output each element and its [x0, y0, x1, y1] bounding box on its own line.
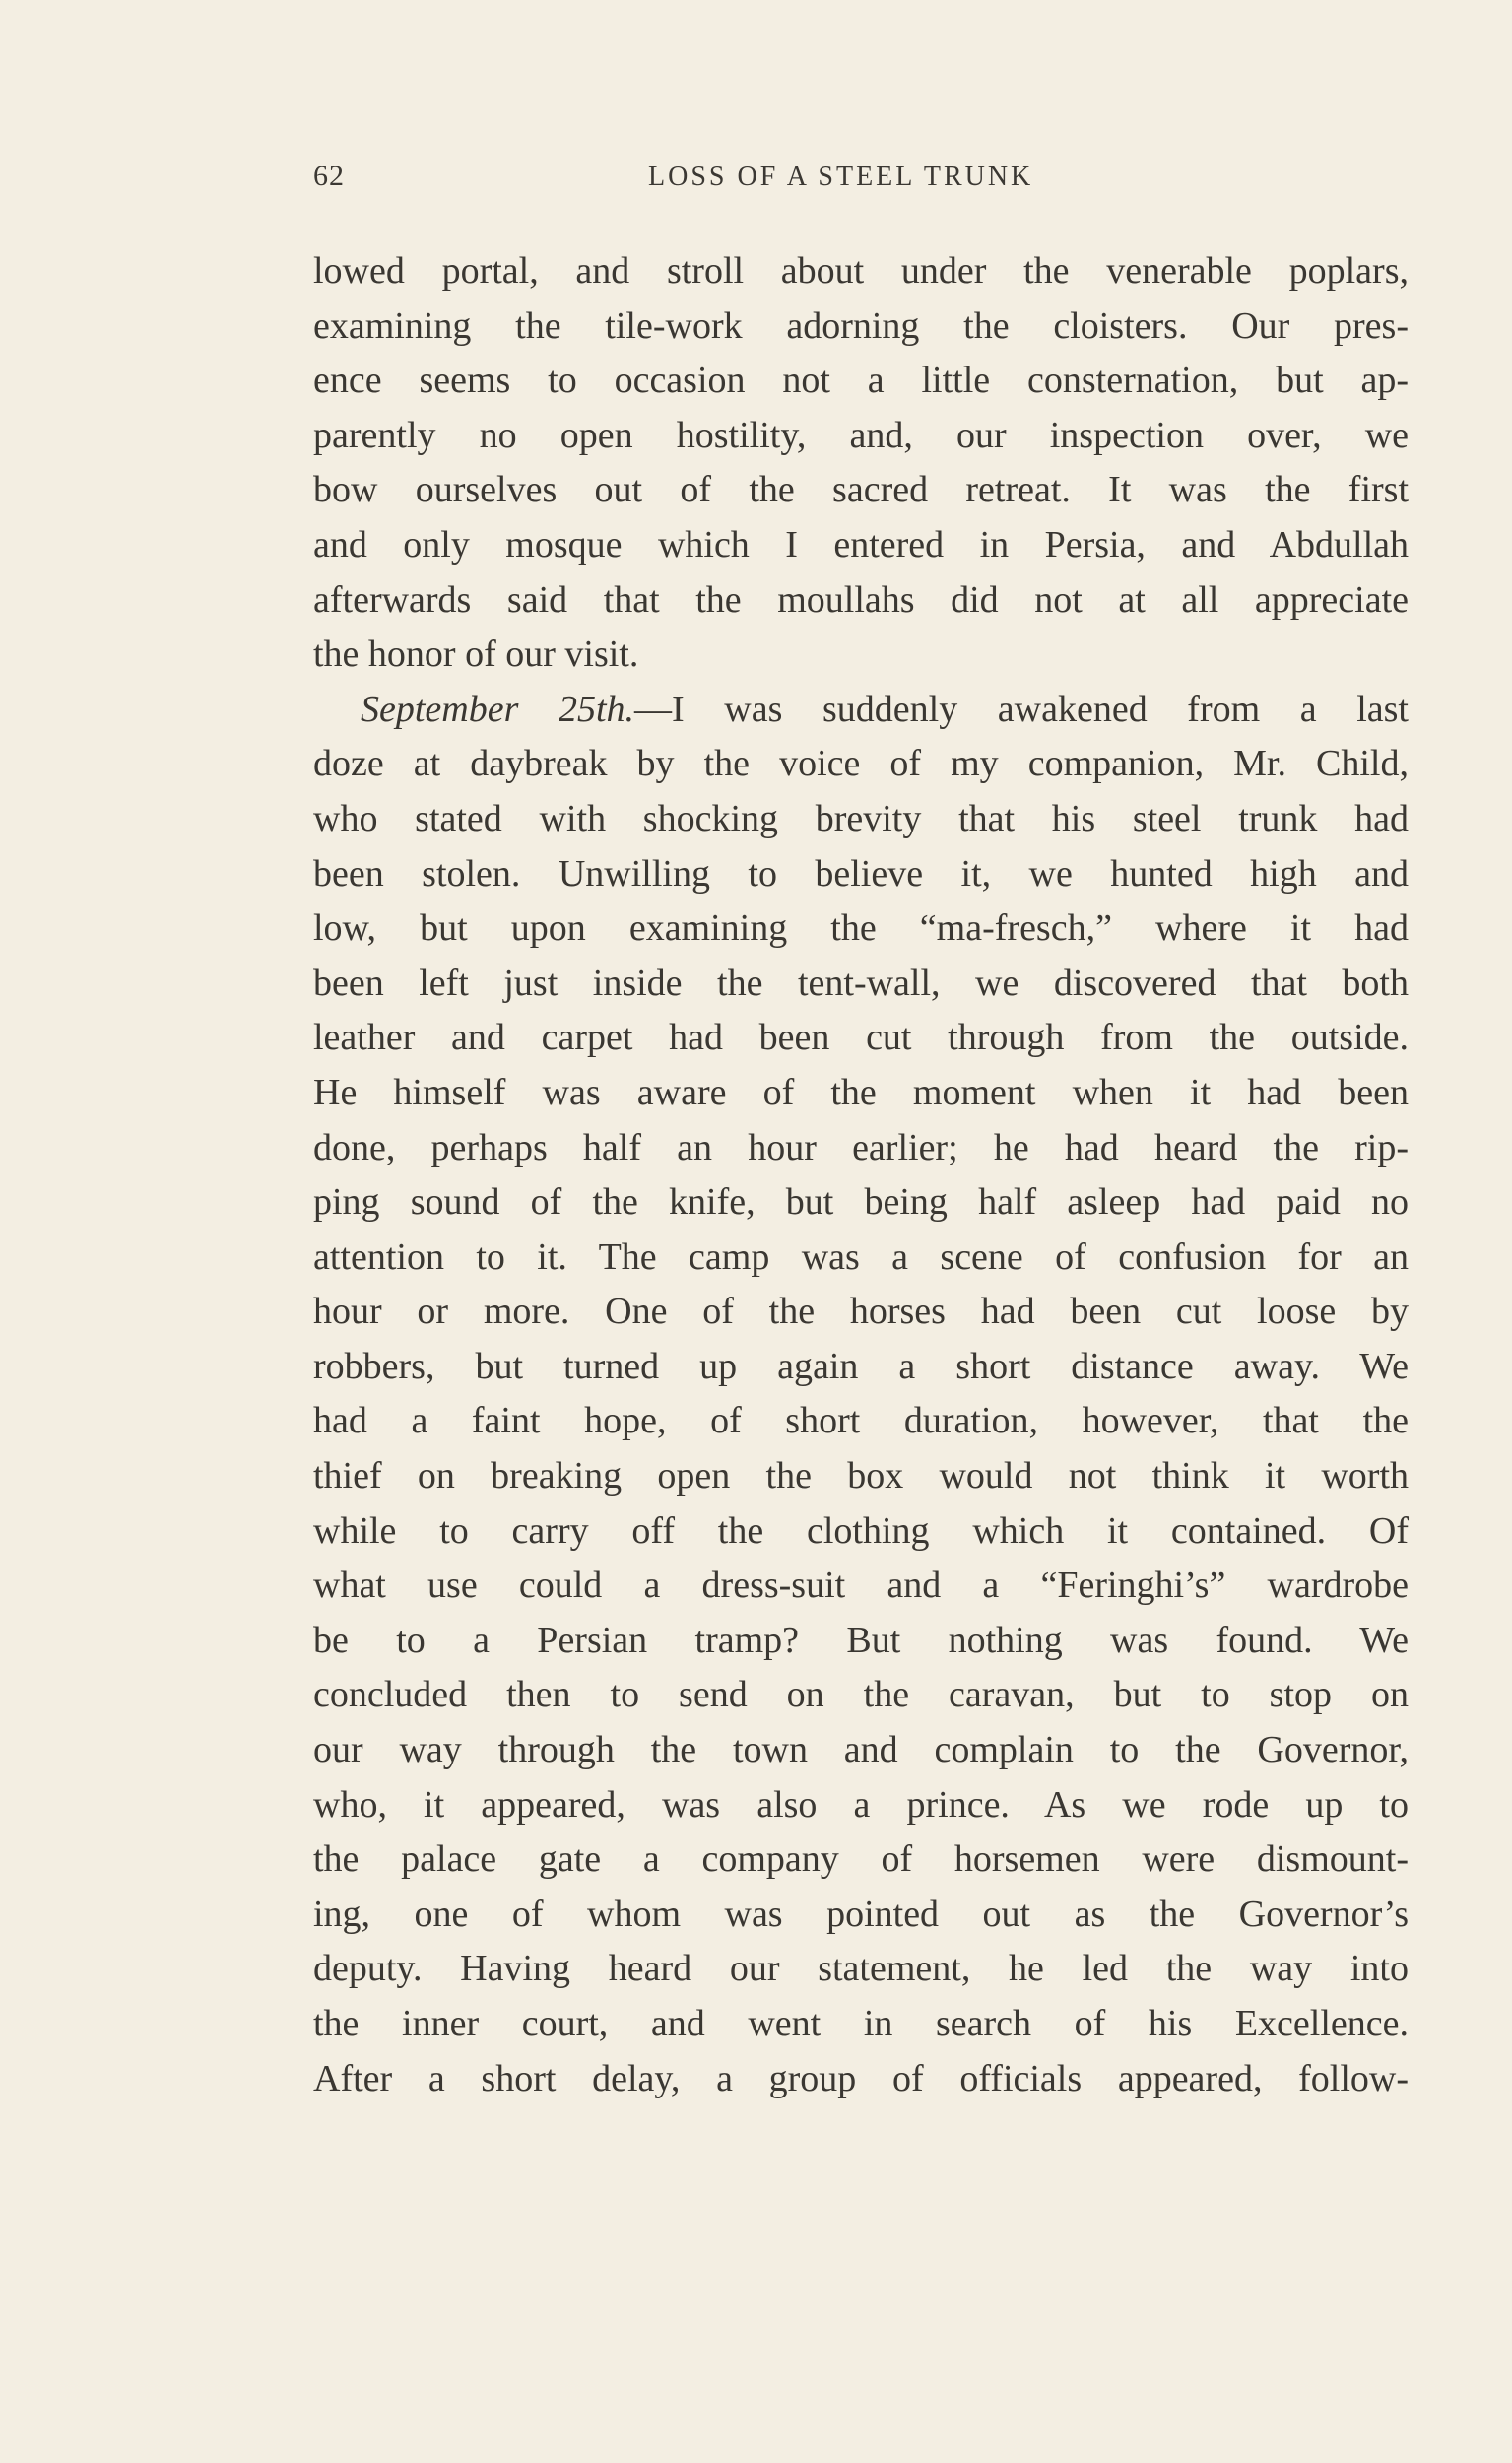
paragraph-1 — [313, 244, 1409, 683]
text-line: who stated with shocking brevity that his steel trunk had — [313, 797, 1409, 839]
text-span: —I was suddenly awakened from a last — [634, 688, 1409, 730]
text-line: robbers, but turned up again a short distance away. We — [313, 1345, 1409, 1387]
text-line: had a faint hope, of short duration, however, that the — [313, 1400, 1409, 1442]
text-line: He himself was aware of the moment when it had been — [313, 1071, 1409, 1113]
text-line: concluded then to send on the caravan, but to stop on — [313, 1674, 1409, 1716]
page-header — [313, 160, 1409, 199]
text-line: who, it appeared, was also a prince. As we rode up to — [313, 1783, 1409, 1826]
text-line: and only mosque which I entered in Persia, and Abdullah — [313, 523, 1409, 566]
text-line: thief on breaking open the box would not think it worth — [313, 1455, 1409, 1498]
text-line: afterwards said that the moullahs did not at all appreciate — [313, 578, 1409, 621]
date-heading: September 25th. — [361, 688, 635, 730]
text-line: while to carry off the clothing which it contained. Of — [313, 1509, 1409, 1552]
text-line: ing, one of whom was pointed out as the Governor’s — [313, 1893, 1409, 1935]
text-line: deputy. Having heard our statement, he led the way into — [313, 1948, 1409, 1990]
text-line: what use could a dress-suit and a “Feringhi’s” wardrobe — [313, 1564, 1409, 1607]
text-line: the inner court, and went in search of his Excellence. — [313, 2003, 1409, 2044]
text-line: leather and carpet had been cut through from the outside. — [313, 1017, 1409, 1059]
paragraph-2 — [313, 683, 1409, 2106]
text-line: low, but upon examining the “ma-fresch,” where it had — [313, 907, 1409, 950]
text-line: been stolen. Unwilling to believe it, we hunted high and — [313, 852, 1409, 895]
text-line: examining the tile-work adorning the cloisters. Our pres- — [313, 304, 1409, 347]
text-line: ping sound of the knife, but being half asleep had paid no — [313, 1181, 1409, 1224]
text-line: bow ourselves out of the sacred retreat. It was the first — [313, 469, 1409, 511]
text-line: done, perhaps half an hour earlier; he had heard the rip- — [313, 1126, 1409, 1168]
running-head: LOSS OF A STEEL TRUNK — [648, 162, 1034, 192]
text-line: parently no open hostility, and, our inspection over, we — [313, 414, 1409, 456]
text-line: doze at daybreak by the voice of my companion, Mr. Child, — [313, 743, 1409, 785]
body-text — [313, 244, 1409, 2106]
text-line: the honor of our visit. — [313, 633, 639, 676]
text-line: attention to it. The camp was a scene of confusion for an — [313, 1235, 1409, 1278]
text-line: lowed portal, and stroll about under the venerable poplars, — [313, 250, 1409, 292]
text-line: be to a Persian tramp? But nothing was found. We — [313, 1619, 1409, 1661]
text-line — [313, 683, 1409, 738]
text-line: After a short delay, a group of officials appeared, follow- — [313, 2057, 1409, 2099]
page-number: 62 — [313, 160, 345, 192]
text-line: ence seems to occasion not a little consternation, but ap- — [313, 360, 1409, 402]
text-line: been left just inside the tent-wall, we discovered that both — [313, 962, 1409, 1004]
text-line: hour or more. One of the horses had been cut loose by — [313, 1291, 1409, 1333]
text-line: the palace gate a company of horsemen were dismount- — [313, 1838, 1409, 1881]
text-line: our way through the town and complain to the Governor, — [313, 1729, 1409, 1771]
